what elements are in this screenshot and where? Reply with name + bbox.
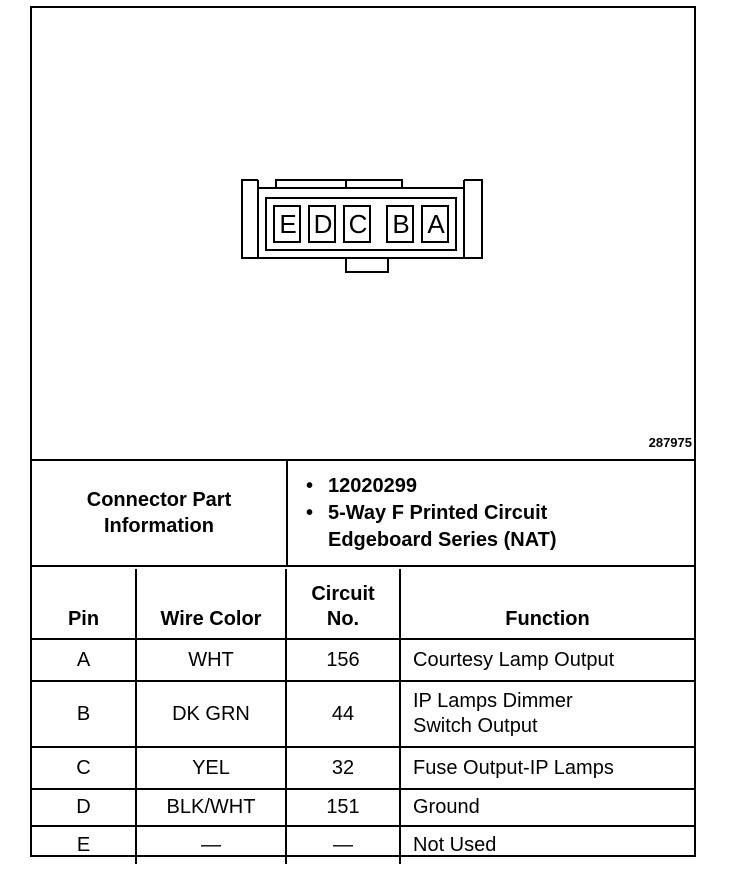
header-function: Function bbox=[400, 569, 694, 639]
pin-label-a: A bbox=[427, 209, 445, 239]
pin-table-header bbox=[32, 569, 694, 639]
bullet: • bbox=[306, 501, 314, 524]
housing-right-flange bbox=[464, 180, 482, 258]
function-text: IP Lamps Dimmer Switch Output bbox=[413, 690, 573, 737]
wire-color-cell: WHT bbox=[136, 639, 286, 681]
part-number: 12020299 bbox=[328, 474, 417, 497]
pin-label-b: B bbox=[392, 209, 410, 239]
wire-color-cell: BLK/WHT bbox=[136, 789, 286, 826]
top-latch-2 bbox=[346, 180, 402, 188]
part-number-item bbox=[306, 473, 694, 500]
connector-description-item bbox=[306, 500, 694, 554]
connector-document bbox=[30, 6, 696, 857]
pin-label-c: C bbox=[348, 209, 368, 239]
connector-info-table bbox=[32, 459, 694, 567]
bottom-key bbox=[346, 258, 388, 272]
connector-part-info-values bbox=[287, 460, 694, 566]
header-circuit-no-text: Circuit No. bbox=[311, 583, 375, 630]
pin-label-d: D bbox=[313, 209, 333, 239]
top-latch-1 bbox=[276, 180, 346, 188]
table-row bbox=[32, 826, 694, 864]
function-cell: Fuse Output-IP Lamps bbox=[400, 747, 694, 789]
wire-color-cell: — bbox=[136, 826, 286, 864]
wire-color-cell: YEL bbox=[136, 747, 286, 789]
function-cell: Ground bbox=[400, 789, 694, 826]
wire-color-cell: DK GRN bbox=[136, 681, 286, 747]
header-wire-color: Wire Color bbox=[136, 569, 286, 639]
header-pin: Pin bbox=[32, 569, 136, 639]
bullet: • bbox=[306, 474, 314, 497]
connector-description: 5-Way F Printed Circuit Edgeboard Series (NAT) bbox=[328, 501, 557, 551]
pin-cell: D bbox=[32, 789, 136, 826]
table-row bbox=[32, 639, 694, 681]
pin-table bbox=[32, 569, 694, 864]
housing-left-flange bbox=[242, 180, 258, 258]
function-cell bbox=[400, 681, 694, 747]
function-cell: Courtesy Lamp Output bbox=[400, 639, 694, 681]
table-row bbox=[32, 789, 694, 826]
table-row bbox=[32, 681, 694, 747]
pin-cell: C bbox=[32, 747, 136, 789]
circuit-cell: 32 bbox=[286, 747, 400, 789]
function-cell: Not Used bbox=[400, 826, 694, 864]
circuit-cell: 44 bbox=[286, 681, 400, 747]
circuit-cell: 156 bbox=[286, 639, 400, 681]
pin-cell: B bbox=[32, 681, 136, 747]
figure-id: 287975 bbox=[648, 435, 692, 450]
table-row bbox=[32, 747, 694, 789]
circuit-cell: — bbox=[286, 826, 400, 864]
pin-cell: E bbox=[32, 826, 136, 864]
pin-label-e: E bbox=[279, 209, 297, 239]
connector-diagram bbox=[32, 8, 694, 459]
connector-part-info-label-text: Connector Part Information bbox=[86, 489, 232, 537]
circuit-cell: 151 bbox=[286, 789, 400, 826]
header-circuit-no bbox=[286, 569, 400, 639]
connector-part-info-label bbox=[32, 460, 287, 566]
pin-cell: A bbox=[32, 639, 136, 681]
